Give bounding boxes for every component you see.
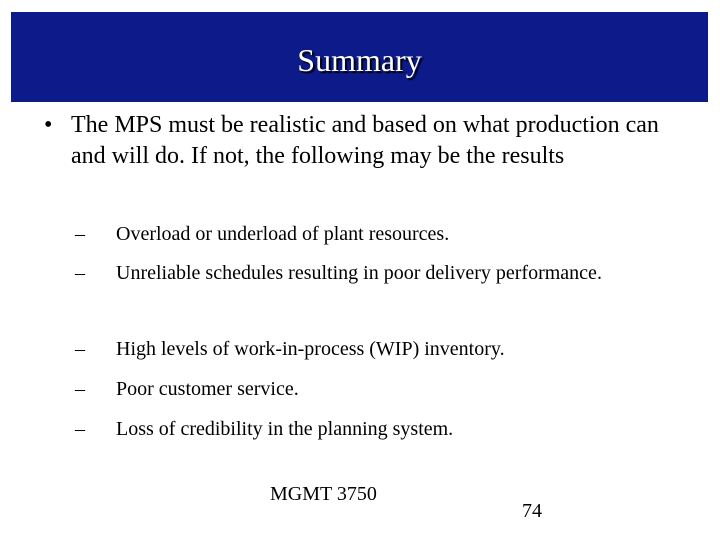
dash-marker: – [75,378,85,400]
main-bullet-text: The MPS must be realistic and based on what production can and will do. If not, the following may be the results [71,112,659,169]
sub-bullet-text: Overload or underload of plant resources. [116,223,450,245]
sub-bullet-text: Poor customer service. [116,378,299,400]
sub-bullet-text: High levels of work-in-process (WIP) inventory. [116,338,505,360]
dash-marker: – [75,338,85,360]
dash-marker: – [75,223,85,245]
footer-course-code: MGMT 3750 [270,483,377,505]
bullet-marker: • [44,112,53,138]
sub-bullet-text: Unreliable schedules resulting in poor delivery performance. [116,262,602,284]
dash-marker: – [75,262,85,284]
slide-title: Summary [297,42,422,78]
title-bar [11,12,708,102]
sub-bullet-text: Loss of credibility in the planning system. [116,418,454,440]
page-number: 74 [522,500,542,522]
dash-marker: – [75,418,85,440]
